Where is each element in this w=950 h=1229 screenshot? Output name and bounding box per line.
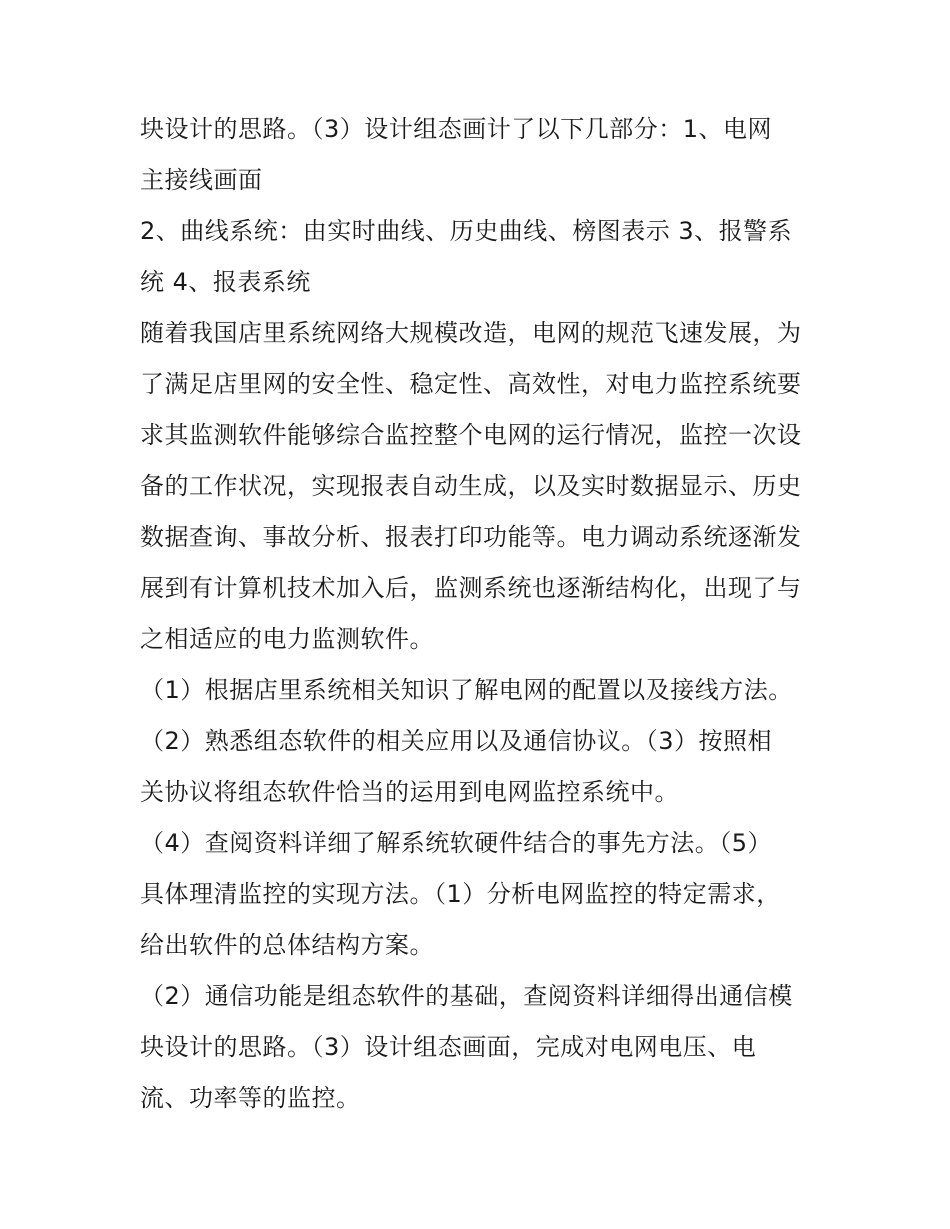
text-line: 块设计的思路。（3）设计组态画面，完成对电网电压、电	[140, 1033, 757, 1061]
document-body	[140, 104, 820, 1124]
text-line: 流、功率等的监控。	[140, 1084, 361, 1112]
text-line: 备的工作状况，实现报表自动生成，以及实时数据显示、历史	[140, 472, 802, 500]
text-line: 随着我国店里系统网络大规模改造，电网的规范飞速发展，为	[140, 319, 802, 347]
text-line: 数据查询、事故分析、报表打印功能等。电力调动系统逐渐发	[140, 523, 802, 551]
text-line: 具体理清监控的实现方法。（1）分析电网监控的特定需求，	[140, 880, 781, 908]
text-line: （2）熟悉组态软件的相关应用以及通信协议。（3）按照相	[140, 727, 773, 755]
text-line: 之相适应的电力监测软件。	[140, 625, 434, 653]
text-line: （4）查阅资料详细了解系统软硬件结合的事先方法。（5）	[140, 829, 773, 857]
text-line: 主接线画面	[140, 166, 263, 194]
text-line: 展到有计算机技术加入后，监测系统也逐渐结构化，出现了与	[140, 574, 802, 602]
text-line: 给出软件的总体结构方案。	[140, 931, 434, 959]
text-line: 了满足店里网的安全性、稳定性、高效性，对电力监控系统要	[140, 370, 802, 398]
text-line: 求其监测软件能够综合监控整个电网的运行情况，监控一次设	[140, 421, 802, 449]
text-line: 统 4、报表系统	[140, 268, 311, 296]
text-line: （2）通信功能是组态软件的基础，查阅资料详细得出通信模	[140, 982, 793, 1010]
text-line: 2、曲线系统：由实时曲线、历史曲线、榜图表示 3、报警系	[140, 217, 793, 245]
text-line: 块设计的思路。（3）设计组态画计了以下几部分：1、电网	[140, 115, 773, 143]
text-line: （1）根据店里系统相关知识了解电网的配置以及接线方法。	[140, 676, 793, 704]
text-line: 关协议将组态软件恰当的运用到电网监控系统中。	[140, 778, 679, 806]
